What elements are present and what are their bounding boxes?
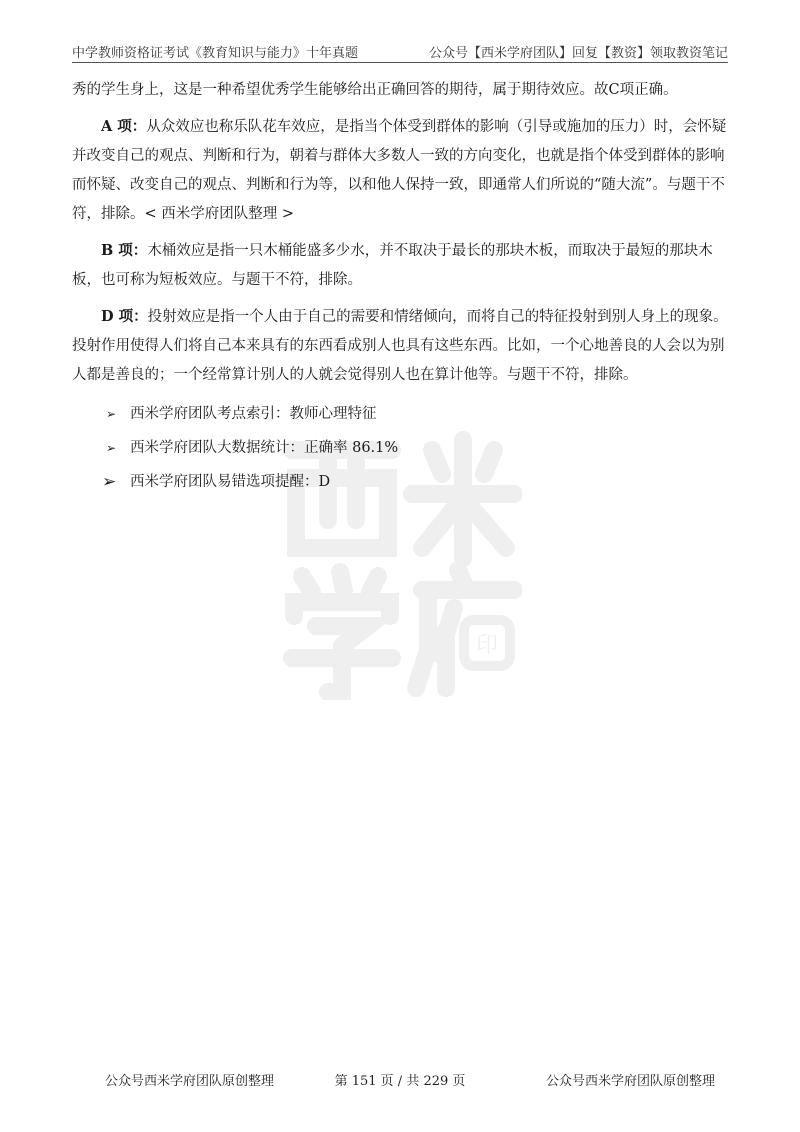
footer-left-text: 公众号西米学府团队原创整理 [105,1074,275,1089]
option-b-text: 木桶效应是指一只木桶能盛多少水，并不取决于最长的那块木板，而取决于最短的那块木板，也可称为短板效应。与题干不符，排除。 [72,243,713,288]
list-item [72,431,728,465]
arrow-bullet-icon: ➢ [102,472,117,492]
seal-text: 印 [475,633,499,658]
accuracy-stat-text: 西米学府团队大数据统计：正确率 86.1% [130,440,399,456]
footer-right-text: 公众号西米学府团队原创整理 [545,1074,715,1089]
option-b-label: B 项： [101,242,148,259]
option-b-paragraph [72,236,728,295]
option-d-paragraph [72,302,728,390]
notes-list [72,397,728,499]
arrow-bullet-icon: ➢ [106,407,117,421]
option-d-text: 投射效应是指一个人由于自己的需要和情绪倾向，而将自己的特征投射到别人身上的现象。投射作用使得人们将自己本来具有的东西看成别人也具有这些东西。比如，一个心地善良的人会以为别人都是善良的；一个经常算计别人的人就会觉得别人也在算计他等。与题干不符，排除。 [72,309,728,383]
option-d-label: D 项： [101,308,148,325]
common-mistake-text: 西米学府团队易错选项提醒：D [130,474,331,490]
option-a-label: A 项： [101,118,147,135]
header-title: 中学教师资格证考试《教育知识与能力》十年真题 [72,46,359,61]
knowledge-index-text: 西米学府团队考点索引：教师心理特征 [130,406,377,422]
page-header [72,40,728,63]
watermark-seal [464,620,510,666]
option-a-paragraph [72,112,728,229]
arrow-bullet-icon: ➢ [106,441,117,455]
option-a-text: 从众效应也称乐队花车效应，是指当个体受到群体的影响（引导或施加的压力）时，会怀疑并改变自己的观点、判断和行为，朝着与群体大多数人一致的方向变化，也就是指个体受到群体的影响而怀疑、改变自己的观点、判断和行为等，以和他人保持一致，即通常人们所说的“随大流”。与题干不符，排除。< 西米学府团队整理 > [72,119,727,222]
list-item [72,465,728,499]
list-item [72,397,728,431]
header-promo: 公众号【西米学府团队】回复【教资】领取教资笔记 [428,46,728,61]
page-content [72,76,728,499]
intro-paragraph: 秀的学生身上，这是一种希望优秀学生能够给出正确回答的期待，属于期待效应。故C项正确。 [72,82,678,98]
page-number: 第 151 页 / 共 229 页 [334,1074,466,1089]
